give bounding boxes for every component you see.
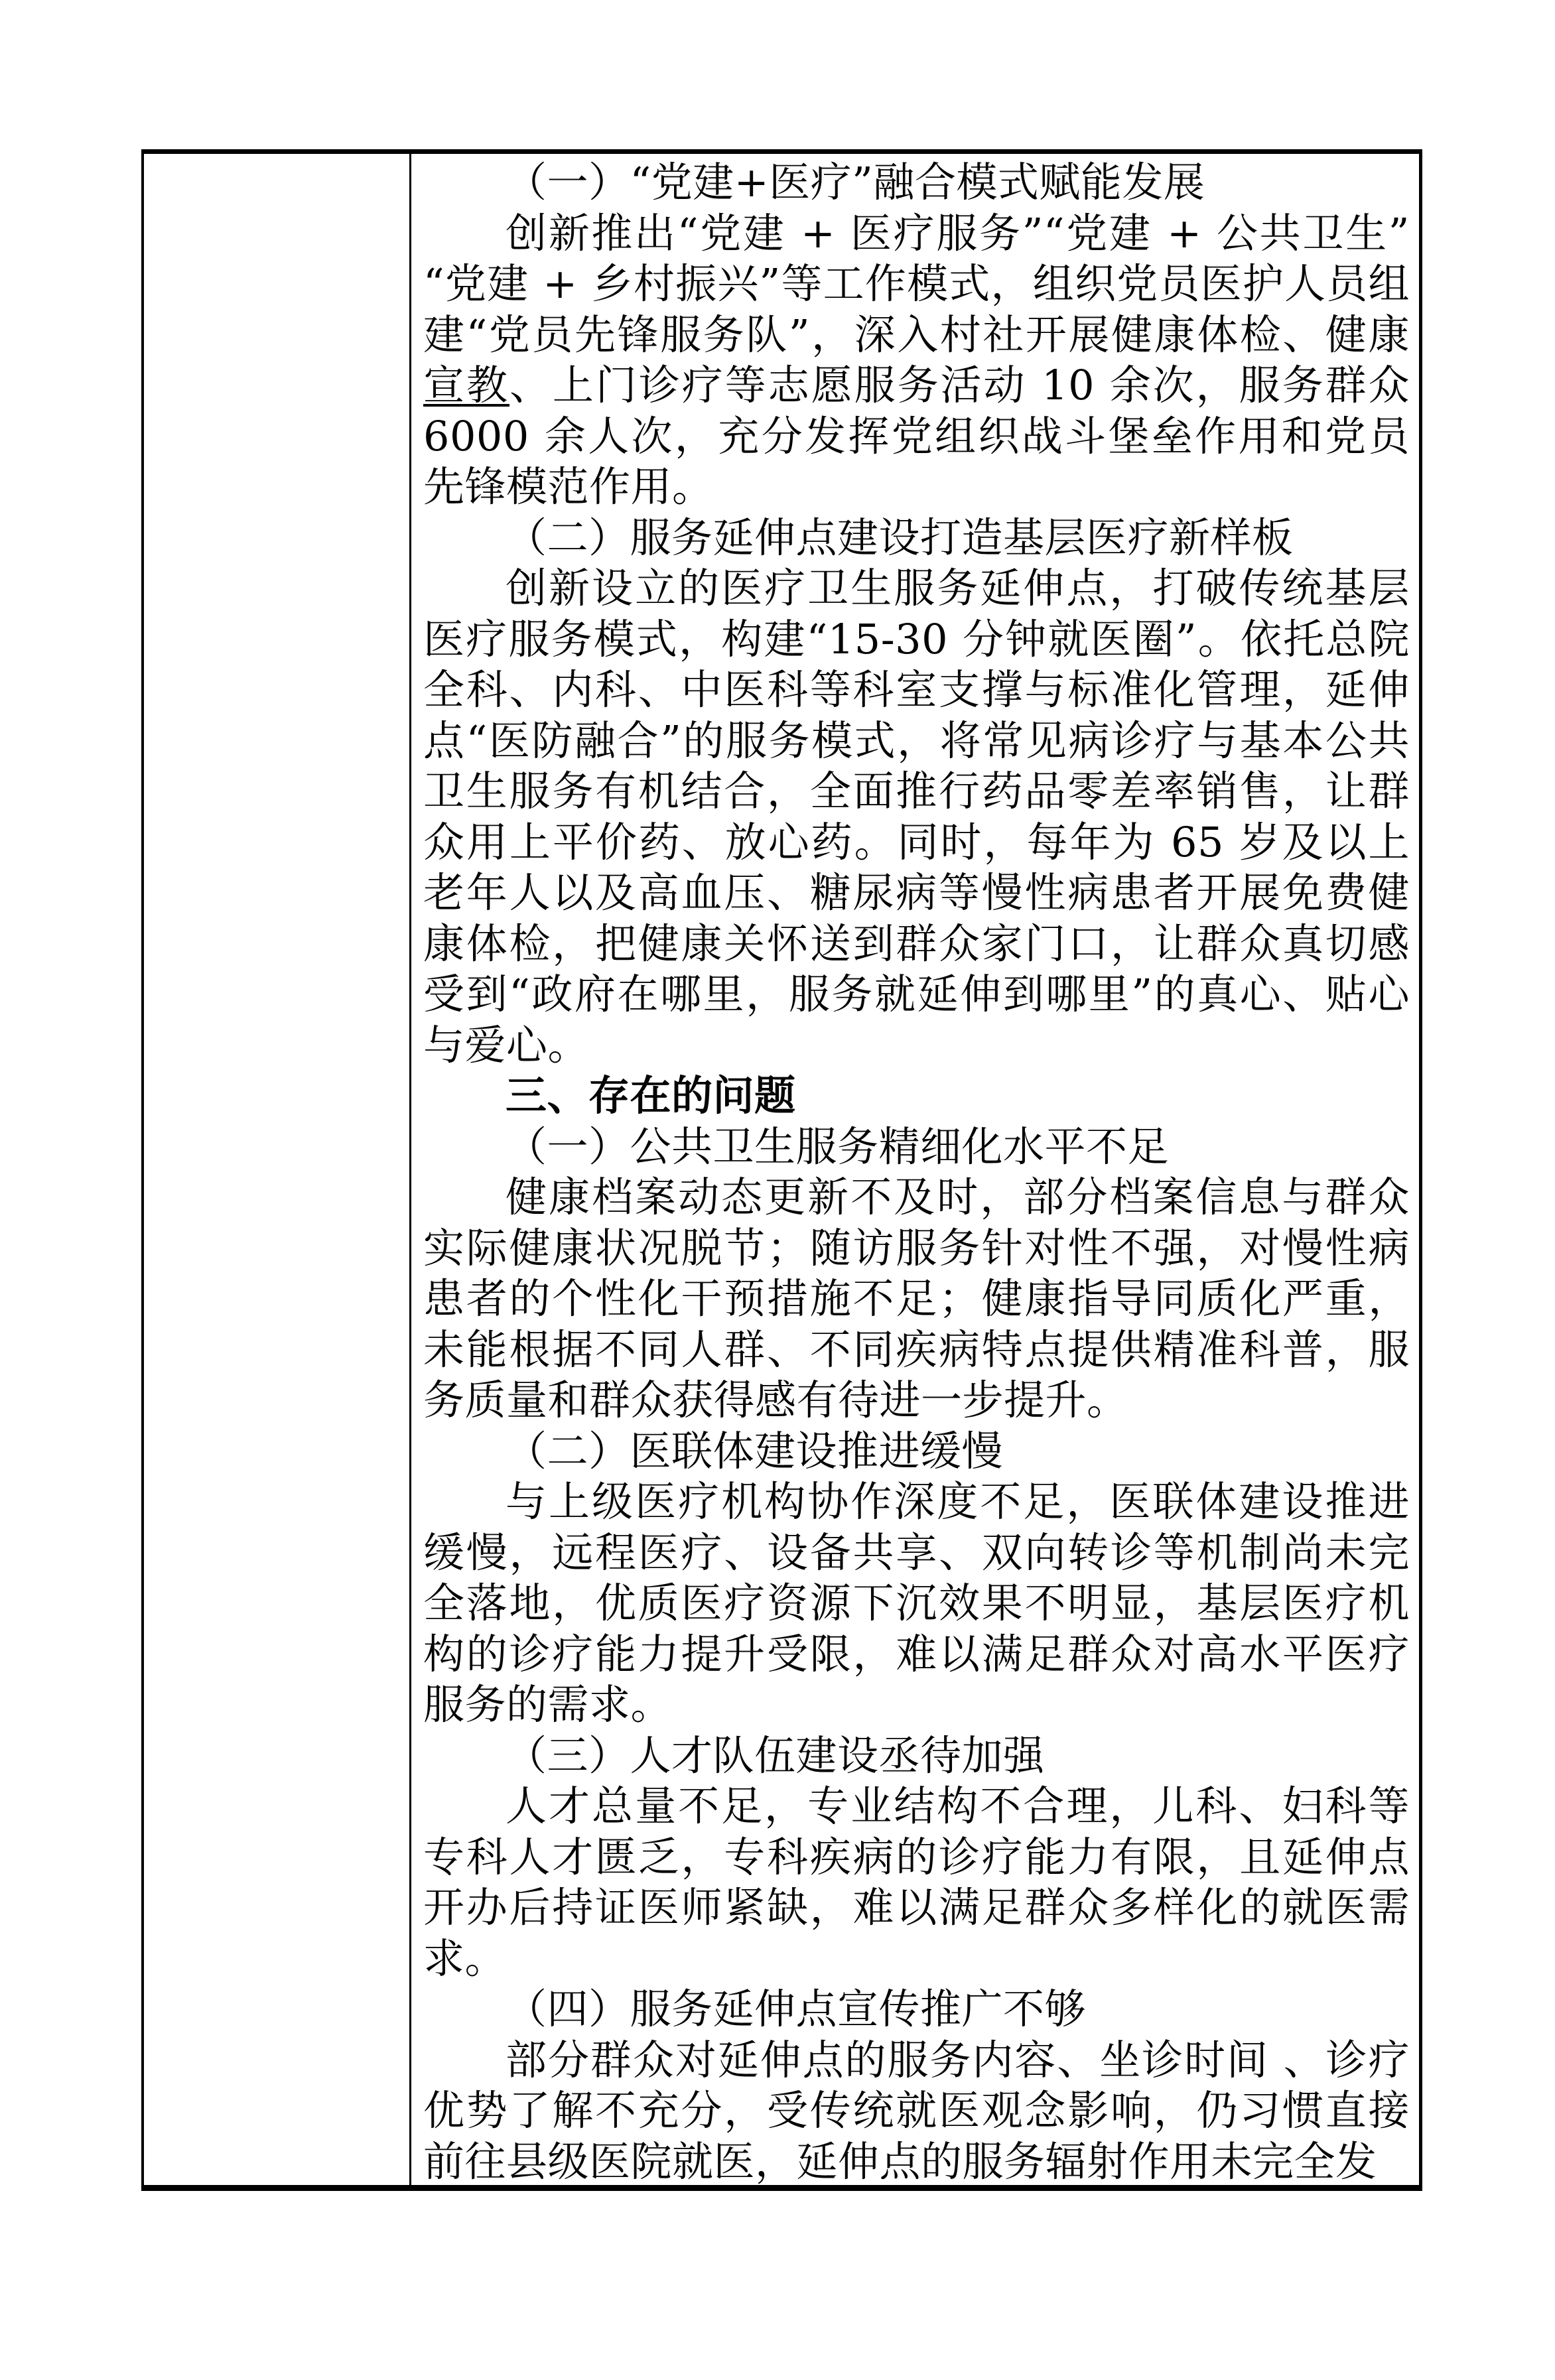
text-run: 人才总量不足，专业结构不合理，儿科、妇科等专科人才匮乏，专科疾病的诊疗能力有限，且延伸点开办后持证医师紧缺，难以满足群众多样化的就医需求。 bbox=[423, 1782, 1410, 1983]
sub-heading bbox=[423, 513, 1410, 564]
text-run: （四）服务延伸点宣传推广不够 bbox=[506, 1985, 1087, 2033]
text-run: 、上门诊疗等志愿服务活动 10 余次，服务群众 6000 余人次，充分发挥党组织战斗堡垒作用和党员先锋模范作用。 bbox=[423, 361, 1410, 511]
text-run: 与上级医疗机构协作深度不足，医联体建设推进缓慢，远程医疗、设备共享、双向转诊等机制尚未完全落地，优质医疗资源下沉效果不明显，基层医疗机构的诊疗能力提升受限，难以满足群众对高水平医疗服务的需求。 bbox=[423, 1477, 1410, 1729]
text-run: （一）公共卫生服务精细化水平不足 bbox=[506, 1122, 1170, 1171]
table-empty-side-cell bbox=[144, 154, 411, 2185]
text-run: 三、存在的问题 bbox=[506, 1071, 796, 1120]
body-paragraph bbox=[423, 1781, 1410, 1984]
body-paragraph bbox=[423, 1477, 1410, 1731]
text-run: 创新推出“党建 + 医疗服务”“党建 + 公共卫生”“党建 + 乡村振兴”等工作模式，组织党员医护人员组建“党员先锋服务队”，深入村社开展健康体检、健康 bbox=[423, 208, 1410, 359]
text-run: （二）服务延伸点建设打造基层医疗新样板 bbox=[506, 513, 1294, 562]
sub-heading bbox=[423, 1984, 1410, 2035]
text-run: （二）医联体建设推进缓慢 bbox=[506, 1426, 1004, 1475]
text-run: （三）人才队伍建设丞待加强 bbox=[506, 1731, 1045, 1780]
text-run: （一）“党建+医疗”融合模式赋能发展 bbox=[506, 158, 1205, 206]
body-paragraph bbox=[423, 1172, 1410, 1426]
section-heading bbox=[423, 1071, 1410, 1122]
text-run: 部分群众对延伸点的服务内容、坐诊时间 、诊疗优势了解不充分，受传统就医观念影响，仍习惯直接前往县级医院就医，延伸点的服务辐射作用未完全发 bbox=[423, 2035, 1410, 2185]
body-paragraph bbox=[423, 2035, 1410, 2186]
sub-heading bbox=[423, 1426, 1410, 1477]
text-run: 创新设立的医疗卫生服务延伸点，打破传统基层医疗服务模式，构建“15-30 分钟就医圈”。依托总院全科、内科、中医科等科室支撑与标准化管理，延伸点“医防融合”的服务模式，将常见病诊疗与基本公共卫生服务有机结合，全面推行药品零差率销售，让群众用上平价药、放心药。同时，每年为 65 岁及以上老年人以及高血压、糖尿病等慢性病患者开展免费健康体检，把健康关怀送到群众家门口，让群众真切感受到“政府在哪里，服务就延伸到哪里”的真心、贴心与爱心。 bbox=[423, 564, 1410, 1069]
body-paragraph bbox=[423, 208, 1410, 513]
sub-heading bbox=[423, 1731, 1410, 1782]
report-table bbox=[141, 149, 1422, 2191]
table-text-cell bbox=[411, 154, 1419, 2185]
sub-heading bbox=[423, 157, 1410, 208]
sub-heading bbox=[423, 1122, 1410, 1173]
body-paragraph bbox=[423, 563, 1410, 1071]
text-run: 健康档案动态更新不及时，部分档案信息与群众实际健康状况脱节；随访服务针对性不强，对慢性病患者的个性化干预措施不足；健康指导同质化严重，未能根据不同人群、不同疾病特点提供精准科普，服务质量和群众获得感有待进一步提升。 bbox=[423, 1173, 1410, 1424]
underlined-text-run: 宣教 bbox=[423, 361, 509, 409]
